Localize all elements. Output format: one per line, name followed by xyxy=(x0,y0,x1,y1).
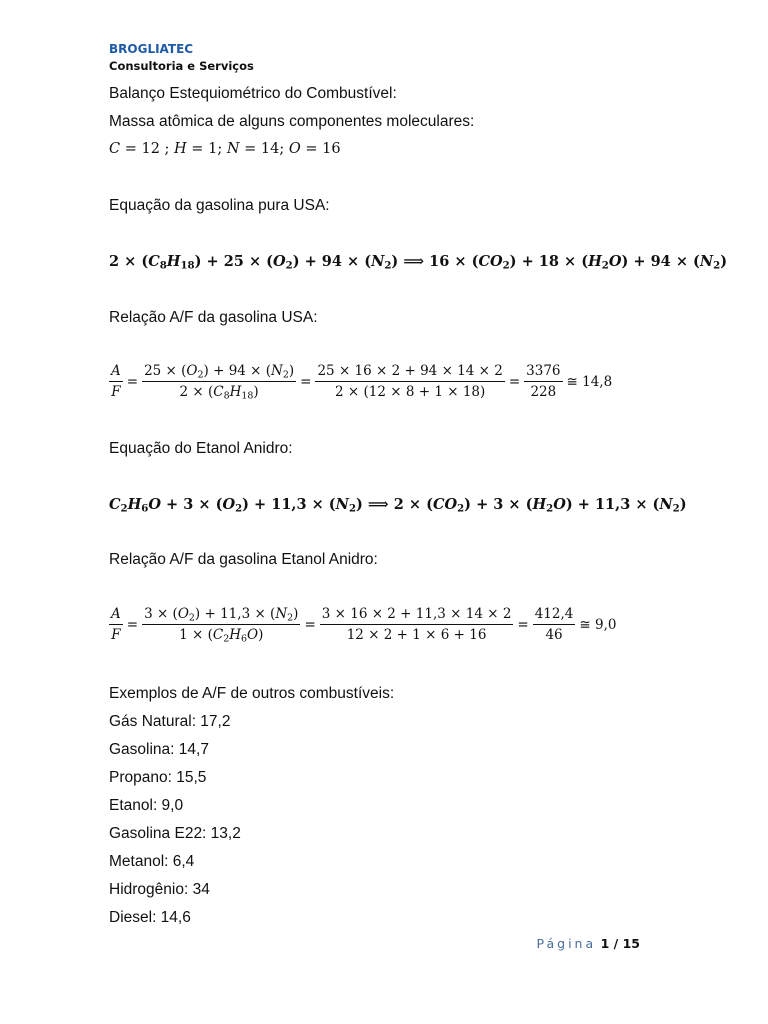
section-title: Balanço Estequiométrico do Combustível: xyxy=(109,85,397,102)
atomic-masses: C = 12 ; H = 1; N = 14; O = 16 xyxy=(109,141,341,157)
ethanol-af-equation: $\frac{A}{F}$ = $\frac{3 \times (O_2) + 11,3 \times (N_2)}{1 \times (C_2H_6O)}$ = $\frac{3 \times 16 \times 2 + 11,3 \times 14 \times 2}{12 \times 2 + 1 \times 6 + 16}$ = $\frac{412,4}{46}$ ≅ 9,0 xyxy=(111,606,617,645)
example-item: Hidrogênio: 34 xyxy=(109,881,210,898)
page-number: 1 / 15 xyxy=(600,936,640,951)
page-word: Página xyxy=(536,936,597,951)
company-subtitle: Consultoria e Serviços xyxy=(109,59,254,73)
example-item: Gasolina E22: 13,2 xyxy=(109,825,241,842)
gasoline-af-equation: $\frac{A}{F}$ = $\frac{25 \times (O_2) + 94 \times (N_2)}{2 \times (C_8H_{18})}$ = $\frac{25 \times 16 \times 2 + 94 \times 14 \times 2}{2 \times (12 \times 8 + 1 \times 18)}$ = $\frac{3376}{228}$ ≅ 14,8 xyxy=(111,363,613,402)
gasoline-result-fraction: $\frac{3376}{228}$ xyxy=(526,363,561,400)
gasoline-equation-label: Equação da gasolina pura USA: xyxy=(109,197,330,214)
gasoline-af-label: Relação A/F da gasolina USA: xyxy=(109,309,318,326)
ethanol-equation-label: Equação do Etanol Anidro: xyxy=(109,440,293,457)
example-item: Gás Natural: 17,2 xyxy=(109,713,231,730)
gasoline-af-result: ≅ 14,8 xyxy=(566,373,613,390)
example-item: Diesel: 14,6 xyxy=(109,909,191,926)
masses-label: Massa atômica de alguns componentes moleculares: xyxy=(109,113,475,130)
example-item: Etanol: 9,0 xyxy=(109,797,184,814)
gasoline-molar-fraction: $\frac{25 \times (O_2) + 94 \times (N_2)}{2 \times (C_8H_{18})}$ xyxy=(144,363,295,402)
ethanol-equation: $C_2H_6O + 3 \times (O_2) + 11,3 \times (N_2)$ ⟹ $2 \times (CO_2) + 3 \times (H_2O) + 11,3 \times (N_2)$ xyxy=(109,496,687,515)
ethanol-mass-fraction: $\frac{3 \times 16 \times 2 + 11,3 \times 14 \times 2}{12 \times 2 + 1 \times 6 + 16}$ xyxy=(321,606,512,643)
example-item: Propano: 15,5 xyxy=(109,769,207,786)
examples-label: Exemplos de A/F de outros combustíveis: xyxy=(109,685,395,702)
gasoline-equation: $2 \times (C_8H_{18}) + 25 \times (O_2) + 94 \times (N_2)$ ⟹ $16 \times (CO_2) + 18 \times (H_2O) + 94 \times (N_2)$ xyxy=(109,253,728,272)
ethanol-result-fraction: $\frac{412,4}{46}$ xyxy=(534,606,574,643)
ethanol-molar-fraction: $\frac{3 \times (O_2) + 11,3 \times (N_2)}{1 \times (C_2H_6O)}$ xyxy=(144,606,299,645)
ethanol-af-label: Relação A/F da gasolina Etanol Anidro: xyxy=(109,551,378,568)
ethanol-af-result: ≅ 9,0 xyxy=(579,616,617,633)
af-ratio-fraction: $\frac{A}{F}$ xyxy=(111,363,121,400)
company-name: BROGLIATEC xyxy=(109,42,194,56)
example-item: Metanol: 6,4 xyxy=(109,853,195,870)
gasoline-mass-fraction: $\frac{25 \times 16 \times 2 + 94 \times 14 \times 2}{2 \times (12 \times 8 + 1 \times 18)}$ xyxy=(317,363,503,400)
example-item: Gasolina: 14,7 xyxy=(109,741,209,758)
page-footer xyxy=(537,936,641,951)
